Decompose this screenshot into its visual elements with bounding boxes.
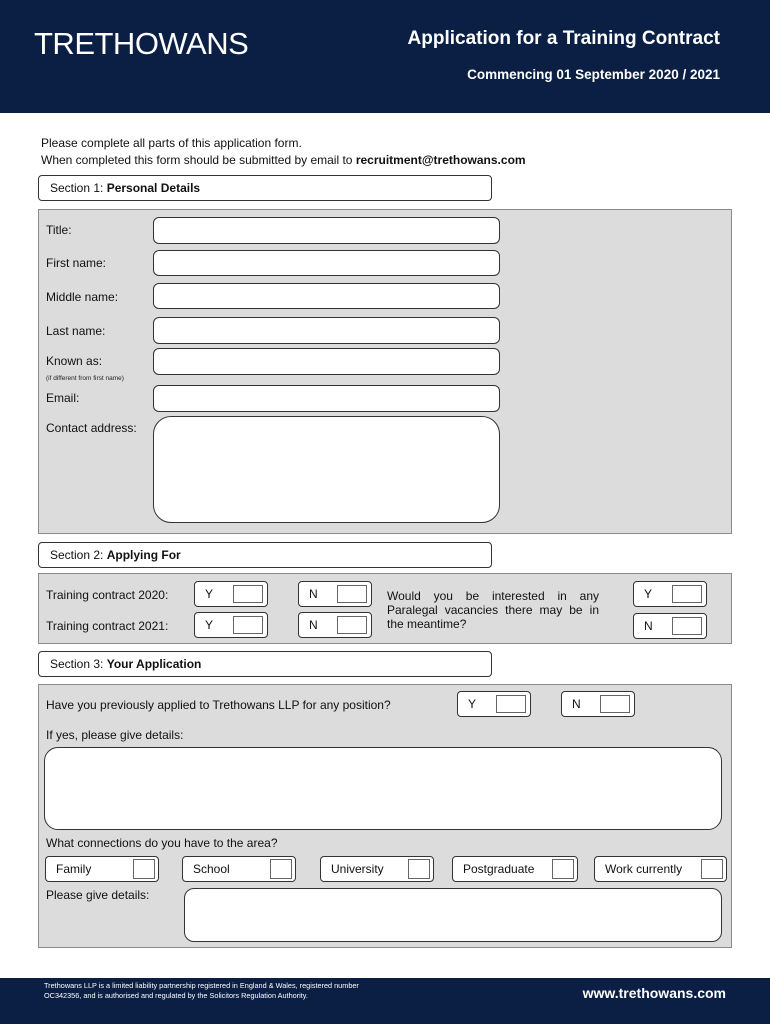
connection-postgraduate-label: Postgraduate <box>463 862 535 876</box>
connection-work-currently-checkbox[interactable] <box>701 859 723 879</box>
section-2-title: Applying For <box>106 548 181 562</box>
title-label: Title: <box>46 223 72 237</box>
previous-application-details-input[interactable] <box>44 747 722 830</box>
previously-applied-no-checkbox[interactable] <box>600 695 630 713</box>
please-give-details-label: Please give details: <box>46 888 150 902</box>
recruitment-email[interactable]: recruitment@trethowans.com <box>355 153 526 167</box>
tc-2021-label: Training contract 2021: <box>46 619 169 633</box>
known-as-label: Known as: <box>46 354 103 368</box>
footer-legal-text: Trethowans LLP is a limited liability partnership registered in England & Wales, registered number OC342356, and is authorised and regulated by the Solicitors Regulation Authority. <box>44 981 359 1000</box>
intro-line-2 <box>41 153 526 167</box>
connection-university-checkbox[interactable] <box>408 859 430 879</box>
connection-school[interactable] <box>182 856 296 882</box>
paralegal-no[interactable] <box>633 613 707 639</box>
company-logo: TRETHOWANS <box>34 26 249 61</box>
connections-label: What connections do you have to the area? <box>46 836 278 850</box>
connection-family-label: Family <box>56 862 92 876</box>
intro-line-2-text: When completed this form should be submitted by email to <box>41 153 356 167</box>
previously-applied-no-label: N <box>572 697 581 711</box>
applying-for-panel <box>38 573 732 644</box>
email-input[interactable] <box>153 385 500 412</box>
connection-work-currently[interactable] <box>594 856 727 882</box>
connection-postgraduate[interactable] <box>452 856 578 882</box>
tc-2021-yes-checkbox[interactable] <box>233 616 263 634</box>
connection-details-input[interactable] <box>184 888 722 942</box>
connection-school-label: School <box>193 862 230 876</box>
section-3-prefix: Section 3: <box>50 657 107 671</box>
tc-2020-no-checkbox[interactable] <box>337 585 367 603</box>
previously-applied-yes-label: Y <box>468 697 477 711</box>
connection-university[interactable] <box>320 856 434 882</box>
tc-2021-yes[interactable] <box>194 612 268 638</box>
previously-applied-yes-checkbox[interactable] <box>496 695 526 713</box>
paralegal-no-checkbox[interactable] <box>672 617 702 635</box>
connection-family[interactable] <box>45 856 159 882</box>
connection-university-label: University <box>331 862 384 876</box>
tc-2020-label: Training contract 2020: <box>46 588 169 602</box>
tc-2020-yes-checkbox[interactable] <box>233 585 263 603</box>
paralegal-no-label: N <box>644 619 653 633</box>
connection-school-checkbox[interactable] <box>270 859 292 879</box>
page-title: Application for a Training Contract <box>407 28 720 49</box>
previously-applied-yes[interactable] <box>457 691 531 717</box>
paralegal-yes[interactable] <box>633 581 707 607</box>
middle-name-label: Middle name: <box>46 290 119 304</box>
paralegal-yes-label: Y <box>644 587 653 601</box>
contact-address-input[interactable] <box>153 416 500 523</box>
section-2-prefix: Section 2: <box>50 548 107 562</box>
connection-work-currently-label: Work currently <box>605 862 683 876</box>
paralegal-question: Would you be interested in any Paralegal vacancies there may be in the meantime? <box>387 589 599 631</box>
last-name-input[interactable] <box>153 317 500 344</box>
title-input[interactable] <box>153 217 500 244</box>
paralegal-yes-checkbox[interactable] <box>672 585 702 603</box>
section-2-header <box>38 542 492 568</box>
section-1-header <box>38 175 492 201</box>
known-as-input[interactable] <box>153 348 500 375</box>
section-1-prefix: Section 1: <box>50 181 107 195</box>
tc-2021-no-checkbox[interactable] <box>337 616 367 634</box>
tc-2021-no-label: N <box>309 618 318 632</box>
section-3-header <box>38 651 492 677</box>
if-yes-label: If yes, please give details: <box>46 728 184 742</box>
tc-2020-no[interactable] <box>298 581 372 607</box>
tc-2020-yes-label: Y <box>205 587 214 601</box>
email-label: Email: <box>46 391 80 405</box>
section-3-title: Your Application <box>106 657 202 671</box>
previously-applied-no[interactable] <box>561 691 635 717</box>
last-name-label: Last name: <box>46 324 106 338</box>
tc-2020-yes[interactable] <box>194 581 268 607</box>
intro-line-1: Please complete all parts of this application form. <box>41 136 302 150</box>
first-name-label: First name: <box>46 256 107 270</box>
page-subtitle: Commencing 01 September 2020 / 2021 <box>467 67 720 82</box>
tc-2021-yes-label: Y <box>205 618 214 632</box>
section-1-title: Personal Details <box>106 181 201 195</box>
connection-postgraduate-checkbox[interactable] <box>552 859 574 879</box>
tc-2020-no-label: N <box>309 587 318 601</box>
known-as-note: (if different from first name) <box>46 375 124 382</box>
tc-2021-no[interactable] <box>298 612 372 638</box>
previously-applied-label: Have you previously applied to Trethowans LLP for any position? <box>46 698 391 712</box>
footer-website-link[interactable]: www.trethowans.com <box>582 985 726 1001</box>
first-name-input[interactable] <box>153 250 500 276</box>
middle-name-input[interactable] <box>153 283 500 309</box>
connection-family-checkbox[interactable] <box>133 859 155 879</box>
contact-address-label: Contact address: <box>46 421 137 435</box>
